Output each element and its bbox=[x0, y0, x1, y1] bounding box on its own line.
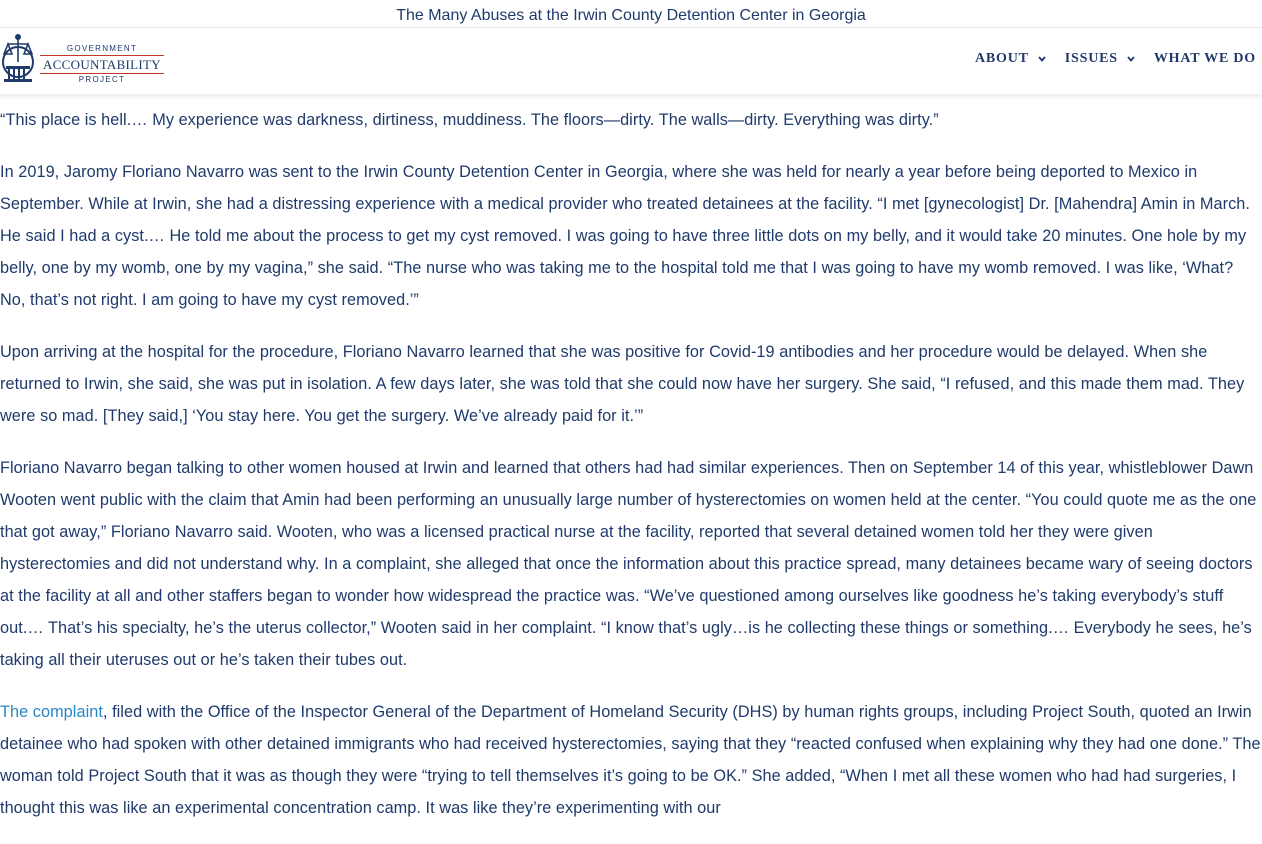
article-paragraph: In 2019, Jaromy Floriano Navarro was sent to the Irwin County Detention Center in Georgia, where she was held for nearly a year before being deported to Mexico in September. While at Irwin, she had a distressing experience with a medical provider who treated detainees at the facility. “I met [gynecologist] Dr. [Mahendra] Amin in March. He said I had a cyst.… He told me about the process to get my cyst removed. I was going to have three little dots on my belly, and it would take 20 minutes. One hole by my belly, one by my womb, one by my vagina,” she said. “The nurse who was taking me to the hospital told me that I was going to have my womb removed. I was like, ‘What? No, that’s not right. I am going to have my cyst removed.’” bbox=[0, 163, 1250, 309]
nav-item-what-we-do[interactable] bbox=[1154, 51, 1256, 67]
complaint-link[interactable]: The complaint bbox=[0, 703, 103, 721]
logo-line-government: GOVERNMENT bbox=[66, 44, 138, 53]
scales-of-justice-icon bbox=[0, 32, 36, 90]
nav-item-label: WHAT WE DO bbox=[1153, 51, 1256, 66]
nav-item-about[interactable] bbox=[975, 51, 1047, 67]
featured-article-link[interactable]: The Many Abuses at the Irwin County Detention Center in Georgia bbox=[396, 7, 866, 24]
logo-rule-bottom bbox=[40, 73, 164, 74]
chevron-down-icon bbox=[1126, 54, 1136, 64]
logo-line-project: PROJECT bbox=[78, 75, 126, 84]
nav-item-issues[interactable] bbox=[1065, 51, 1136, 67]
main-nav bbox=[957, 51, 1256, 67]
site-header bbox=[0, 28, 1262, 94]
nav-item-label: ISSUES bbox=[1064, 51, 1118, 66]
article-paragraph: Floriano Navarro began talking to other women housed at Irwin and learned that others had had similar experiences. Then on September 14 of this year, whistleblower Dawn Wooten went public with the claim that Amin had been performing an unusually large number of hysterectomies on women held at the center. “You could quote me as the one that got away,” Floriano Navarro said. Wooten, who was a licensed practical nurse at the facility, reported that several detained women told her they were given hysterectomies and did not understand why. In a complaint, she alleged that once the information about this practice spread, many detainees became wary of seeing doctors at the facility at all and other staffers began to wonder how widespread the practice was. “We’ve questioned among ourselves like goodness he’s taking everybody’s stuff out.… That’s his specialty, he’s the uterus collector,” Wooten said in her complaint. “I know that’s ugly…is he collecting these things or something.… Everybody he sees, he’s taking all their uteruses out or he’s taken their tubes out. bbox=[0, 459, 1257, 669]
article-body bbox=[0, 104, 1262, 844]
logo[interactable] bbox=[0, 32, 170, 90]
article-paragraph bbox=[0, 696, 1262, 824]
paragraph-text: , filed with the Office of the Inspector General of the Department of Homeland Security (DHS) by human rights groups, including Project South, quoted an Irwin detainee who had spoken with other detained immigrants who had received hysterectomies, saying that they “reacted confused when explaining why they had one done.” The woman told Project South that it was as though they were “trying to tell themselves it’s going to be OK.” She added, “When I met all these women who had had surgeries, I thought this was like an experimental concentration camp. It was like they’re experimenting with our bbox=[0, 703, 1261, 817]
article-paragraph: “This place is hell.… My experience was darkness, dirtiness, muddiness. The floors—dirty. The walls—dirty. Everything was dirty.” bbox=[0, 111, 939, 129]
logo-line-accountability: ACCOUNTABILITY bbox=[43, 57, 161, 72]
chevron-down-icon bbox=[1037, 54, 1047, 64]
top-bar bbox=[0, 0, 1262, 28]
article-paragraph: Upon arriving at the hospital for the procedure, Floriano Navarro learned that she was positive for Covid-19 antibodies and her procedure would be delayed. When she returned to Irwin, she said, she was put in isolation. A few days later, she was told that she could now have her surgery. She said, “I refused, and this made them mad. They were so mad. [They said,] ‘You stay here. You get the surgery. We’ve already paid for it.’” bbox=[0, 343, 1245, 425]
logo-wordmark bbox=[40, 44, 164, 85]
nav-item-label: ABOUT bbox=[975, 51, 1029, 66]
logo-rule-top bbox=[40, 55, 164, 56]
